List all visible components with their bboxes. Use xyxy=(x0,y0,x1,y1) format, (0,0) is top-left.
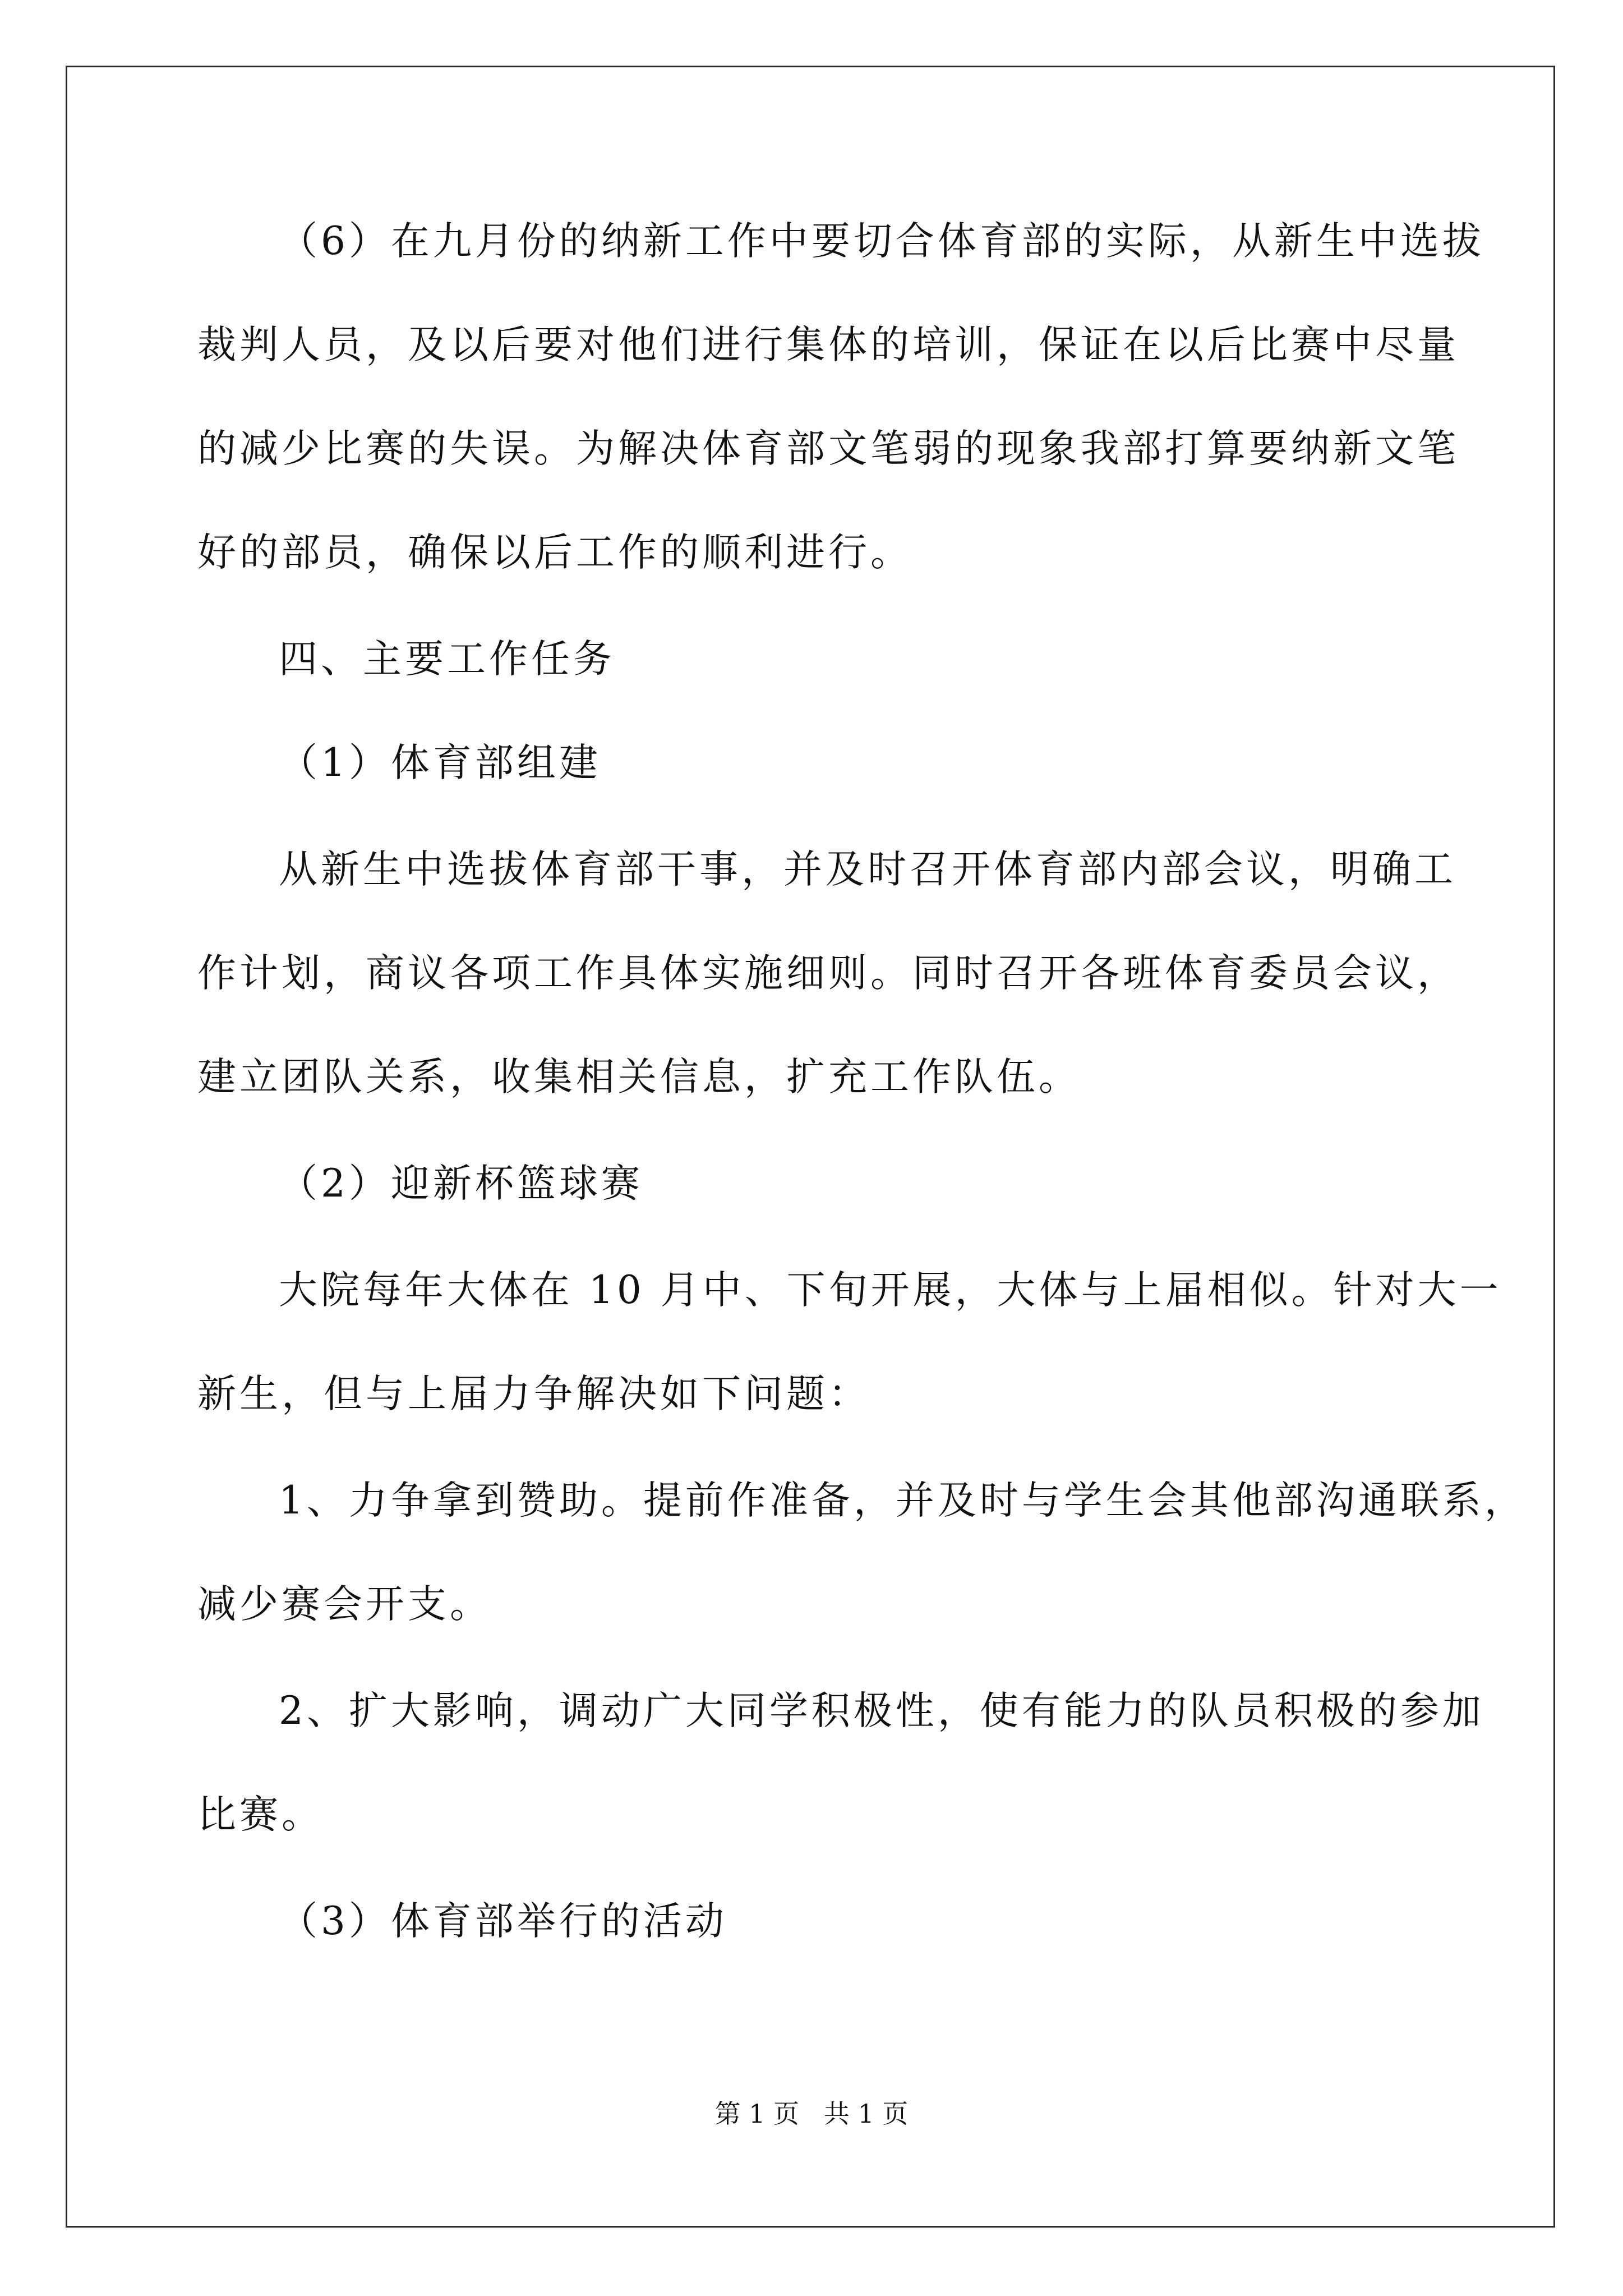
paragraph-line: 的减少比赛的失误。为解决体育部文笔弱的现象我部打算要纳新文笔 xyxy=(197,426,1459,471)
paragraph-line: 大院每年大体在 10 月中、下旬开展，大体与上届相似。针对大一 xyxy=(279,1268,1502,1313)
paragraph-line: （6）在九月份的纳新工作中要切合体育部的实际，从新生中选拔 xyxy=(279,219,1484,264)
paragraph-line: 裁判人员，及以后要对他们进行集体的培训，保证在以后比赛中尽量 xyxy=(197,323,1459,367)
subsection-heading: （2）迎新杯篮球赛 xyxy=(279,1161,643,1206)
subsection-heading: （3）体育部举行的活动 xyxy=(279,1899,727,1944)
subsection-heading: （1）体育部组建 xyxy=(279,740,601,785)
paragraph-line: 作计划，商议各项工作具体实施细则。同时召开各班体育委员会议， xyxy=(197,951,1459,996)
paragraph-line: 好的部员，确保以后工作的顺利进行。 xyxy=(197,530,912,575)
page-footer: 第 1 页 共 1 页 xyxy=(714,2099,909,2129)
paragraph-line: 新生，但与上届力争解决如下问题： xyxy=(197,1372,870,1416)
paragraph-line: 1、力争拿到赞助。提前作准备，并及时与学生会其他部沟通联系， xyxy=(279,1478,1527,1523)
paragraph-line: 从新生中选拔体育部干事，并及时召开体育部内部会议，明确工 xyxy=(279,847,1456,892)
section-heading: 四、主要工作任务 xyxy=(279,637,615,682)
paragraph-line: 建立团队关系，收集相关信息，扩充工作队伍。 xyxy=(197,1055,1081,1099)
paragraph-line: 比赛。 xyxy=(197,1792,324,1837)
paragraph-line: 减少赛会开支。 xyxy=(197,1582,492,1627)
paragraph-line: 2、扩大影响，调动广大同学积极性，使有能力的队员积极的参加 xyxy=(279,1688,1484,1733)
